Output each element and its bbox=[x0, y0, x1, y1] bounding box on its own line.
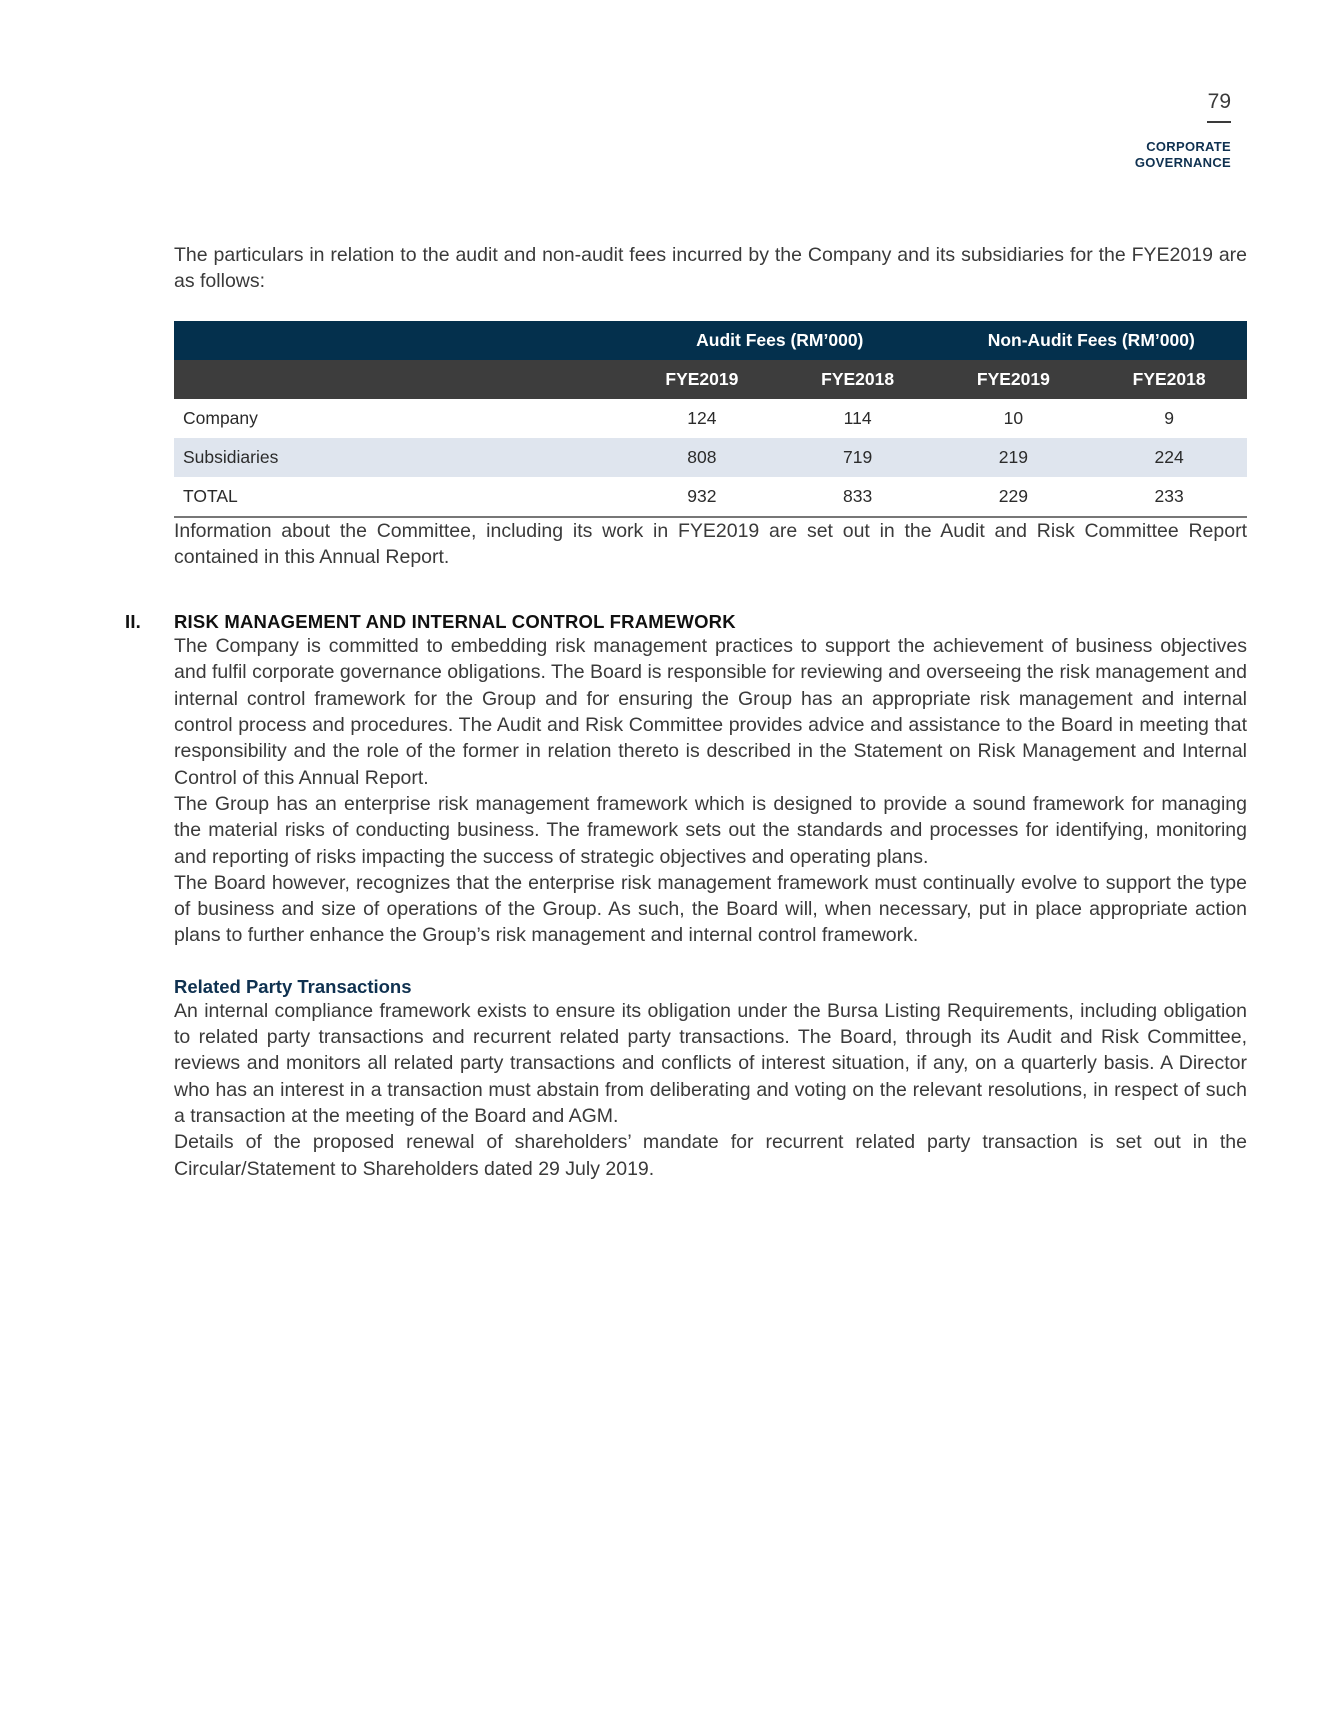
table-total-row bbox=[174, 477, 1247, 517]
table-cell: 719 bbox=[780, 438, 936, 477]
table-cell: 229 bbox=[936, 477, 1092, 517]
non-audit-fees-header: Non-Audit Fees (RM’000) bbox=[936, 321, 1248, 360]
section-label-line1: CORPORATE bbox=[1146, 139, 1231, 154]
table-group-header-row bbox=[174, 321, 1247, 360]
table-row bbox=[174, 399, 1247, 438]
row-label: Subsidiaries bbox=[174, 438, 624, 477]
table-cell: 833 bbox=[780, 477, 936, 517]
table-year-header-row bbox=[174, 360, 1247, 399]
row-label: TOTAL bbox=[174, 477, 624, 517]
table-row bbox=[174, 438, 1247, 477]
table-cell: 808 bbox=[624, 438, 780, 477]
table-cell: 10 bbox=[1003, 407, 1024, 428]
page-number-rule bbox=[1207, 121, 1231, 123]
table-header-empty bbox=[174, 321, 624, 360]
table-cell: 9 bbox=[1164, 407, 1174, 428]
year-header: FYE2018 bbox=[1091, 360, 1247, 399]
related-party-paragraph: An internal compliance framework exists to ensure its obligation under the Bursa Listing Requirements, including obligation to related party transactions and recurrent related party transactions. The Board, through its Audit and Risk Committee, reviews and monitors all related party transactions and conflicts of interest situation, if any, on a quarterly basis. A Director who has an interest in a transaction must abstain from deliberating and voting on the relevant resolutions, in respect of such a transaction at the meeting of the Board and AGM. bbox=[174, 999, 1247, 1127]
fees-table bbox=[174, 321, 1247, 518]
year-header: FYE2019 bbox=[624, 360, 780, 399]
committee-info-paragraph: Information about the Committee, including its work in FYE2019 are set out in the Audit and Risk Committee Report contained in this Annual Report. bbox=[174, 519, 1247, 568]
section-title: RISK MANAGEMENT AND INTERNAL CONTROL FRAMEWORK bbox=[174, 611, 736, 633]
table-header-empty bbox=[174, 360, 624, 399]
year-header: FYE2019 bbox=[936, 360, 1092, 399]
risk-paragraph: The Group has an enterprise risk management framework which is designed to provide a sound framework for managing the material risks of conducting business. The framework sets out the standards and processes for identifying, monitoring and reporting of risks impacting the success of strategic objectives and operating plans. bbox=[174, 792, 1247, 868]
section-label-line2: GOVERNANCE bbox=[1134, 155, 1231, 170]
table-cell: 224 bbox=[1091, 438, 1247, 477]
table-cell: 219 bbox=[936, 438, 1092, 477]
year-header: FYE2018 bbox=[780, 360, 936, 399]
page-number: 79 bbox=[1207, 90, 1231, 113]
subsection-heading: Related Party Transactions bbox=[174, 975, 412, 997]
table-cell: 932 bbox=[624, 477, 780, 517]
section-label bbox=[1135, 139, 1231, 171]
section-heading bbox=[125, 611, 1247, 633]
page-content bbox=[125, 242, 1247, 1182]
intro-paragraph: The particulars in relation to the audit and non-audit fees incurred by the Company and its subsidiaries for the FYE2019 are as follows: bbox=[174, 244, 1247, 293]
table-cell: 114 bbox=[843, 407, 872, 428]
audit-fees-header: Audit Fees (RM’000) bbox=[624, 321, 936, 360]
risk-paragraph: The Board however, recognizes that the enterprise risk management framework must continually evolve to support the type of business and size of operations of the Group. As such, the Board will, when necessary, put in place appropriate action plans to further enhance the Group’s risk management and internal control framework. bbox=[174, 871, 1247, 947]
table-cell: 124 bbox=[687, 407, 717, 428]
related-party-paragraph: Details of the proposed renewal of shareholders’ mandate for recurrent related party transaction is set out in the Circular/Statement to Shareholders dated 29 July 2019. bbox=[174, 1131, 1247, 1180]
section-numeral: II. bbox=[125, 611, 142, 633]
row-label: Company bbox=[183, 407, 258, 428]
risk-paragraph: The Company is committed to embedding risk management practices to support the achievement of business objectives and fulfil corporate governance obligations. The Board is responsible for reviewing and overseeing the risk management and internal control framework for the Group and for ensuring the Group has an appropriate risk management and internal control process and procedures. The Audit and Risk Committee provides advice and assistance to the Board in meeting that responsibility and the role of the former in relation thereto is described in the Statement on Risk Management and Internal Control of this Annual Report. bbox=[174, 635, 1247, 789]
table-cell: 233 bbox=[1091, 477, 1247, 517]
